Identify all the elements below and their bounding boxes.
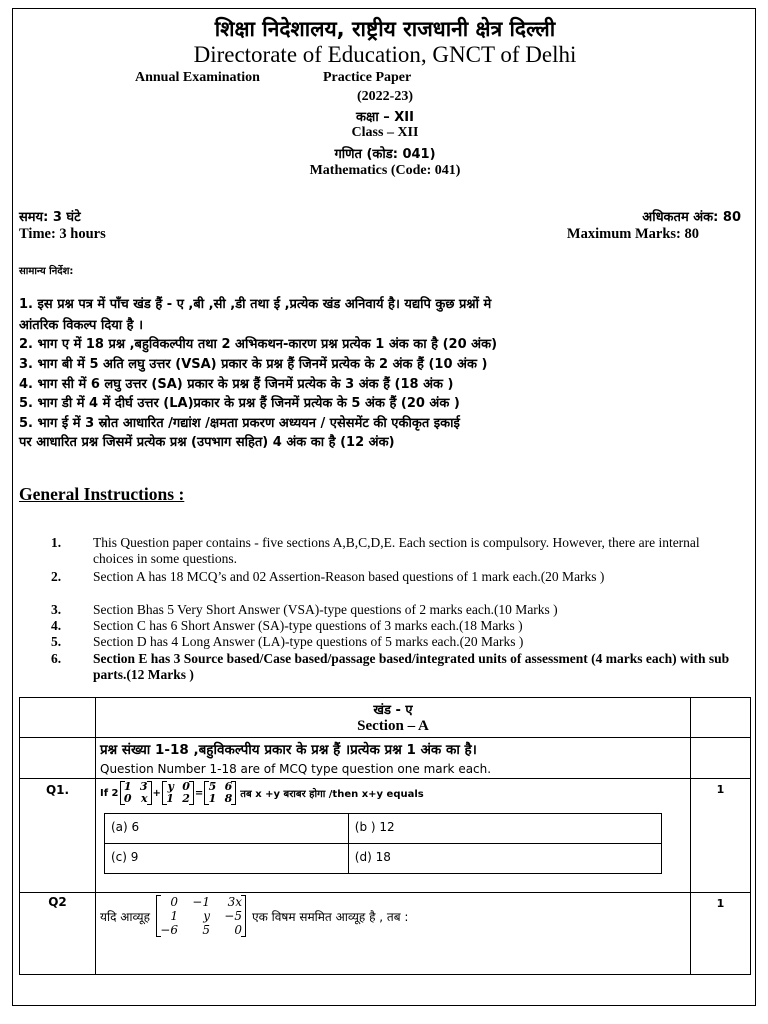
exam-type: Annual Examination [135,70,260,85]
option-a[interactable]: (a) 6 [105,814,349,844]
plus-sign: + [152,787,161,799]
section-a-table [19,697,751,975]
section-intro-hindi: प्रश्न संख्या 1-18 ,बहुविकल्पीय प्रकार के प्रश्न हैं ।प्रत्येक प्रश्न 1 अंक का है। [100,742,477,758]
instruction-number: 4. [51,618,62,633]
q1-prefix: If 2 [100,787,119,799]
hindi-instruction-line: आंतरिक विकल्प दिया है । [19,318,144,333]
instruction-text: Section D has 4 Long Answer (LA)-type questions of 5 marks each.(20 Marks ) [93,634,524,649]
instruction-text: Section A has 18 MCQ’s and 02 Assertion-Reason based questions of 1 mark each.(20 Marks ) [93,569,605,584]
hindi-instruction-line: 4. भाग सी में 6 लघु उत्तर (SA) प्रकार के प्रश्न हैं जिनमें प्रत्येक के 3 अंक हैं (18 अंक ) [19,377,454,392]
q1-suffix: तब x +y बराबर होगा /then x+y equals [240,789,424,800]
question-row [20,779,751,893]
exam-page [12,8,756,1006]
q1-matrix-a: 1 3 0 x [120,781,152,805]
section-heading-hindi: खंड - ए [373,703,413,718]
option-c[interactable]: (c) 9 [105,844,349,874]
question-label: Q2 [20,893,96,975]
max-marks-english: Maximum Marks: 80 [566,226,699,242]
q1-matrix-b: y 0 1 2 [162,781,194,805]
question-2-text [100,895,686,937]
option-b[interactable]: (b ) 12 [348,814,661,844]
instruction-number: 1. [51,535,62,550]
hindi-instruction-line: 5. भाग डी में 4 में दीर्घ उत्तर (LA)प्रकार के प्रश्न हैं जिनमें प्रत्येक के 5 अंक हैं (20 अंक ) [19,396,460,411]
hindi-instruction-line: 1. इस प्रश्न पत्र में पाँच खंड हैं - ए ,बी ,सी ,डी तथा ई ,प्रत्येक खंड अनिवार्य है। यद्यपि कुछ प्रश्नों मे [19,297,492,312]
question-1-text [100,781,686,805]
instruction-text: Section C has 6 Short Answer (SA)-type questions of 3 marks each.(18 Marks ) [93,618,523,633]
section-intro-english: Question Number 1-18 are of MCQ type question one mark each. [100,762,492,776]
q2-prefix: यदि आव्यूह [100,909,150,924]
time-hindi: समय: 3 घंटे [19,210,81,225]
instruction-text: This Question paper contains - five sections A,B,C,D,E. Each section is compulsory. However, there are internal choices in some questions. [93,535,700,566]
hindi-instruction-line: 5. भाग ई में 3 स्रोत आधारित /गद्यांश /क्षमता प्रकरण अध्ययन / एसेसमेंट की एकीकृत इकाई [19,416,460,431]
instruction-number: 2. [51,569,62,584]
class-hindi: कक्षा – XII [356,110,414,125]
question-marks: 1 [691,779,751,893]
hindi-title: शिक्षा निदेशालय, राष्ट्रीय राजधानी क्षेत्र दिल्ली [214,17,556,41]
section-heading-english: Section – A [357,718,429,734]
subject-hindi: गणित (कोड: 041) [334,147,436,162]
time-english: Time: 3 hours [19,226,106,242]
english-title: Directorate of Education, GNCT of Delhi [193,42,577,67]
hindi-instructions-heading: सामान्य निर्देश: [19,266,74,277]
question-label: Q1. [20,779,96,893]
question-row [20,893,751,975]
q1-options [104,813,662,874]
subject-english: Mathematics (Code: 041) [309,163,461,178]
max-marks-hindi: अधिकतम अंक: 80 [642,210,741,225]
instruction-number: 5. [51,634,62,649]
q2-suffix: एक विषम सममित आव्यूह है , तब : [251,909,409,924]
instruction-text: Section Bhas 5 Very Short Answer (VSA)-type questions of 2 marks each.(10 Marks ) [93,602,558,617]
hindi-instruction-line: 2. भाग ए में 18 प्रश्न ,बहुविकल्पीय तथा 2 अभिकथन-कारण प्रश्न प्रत्येक 1 अंक का है (20 अंक) [19,337,498,352]
equals-sign: = [194,787,204,799]
hindi-instruction-line: पर आधारित प्रश्न जिसमें प्रत्येक प्रश्न (उपभाग सहित) 4 अंक का है (12 अंक) [19,435,395,450]
session: (2022-23) [357,89,413,104]
q1-matrix-c: 5 6 1 8 [204,781,236,805]
instruction-number: 6. [51,651,62,666]
class-english: Class – XII [351,125,419,140]
general-instructions-heading: General Instructions : [19,484,185,504]
instruction-number: 3. [51,602,62,617]
hindi-instruction-line: 3. भाग बी में 5 अति लघु उत्तर (VSA) प्रकार के प्रश्न हैं जिनमें प्रत्येक के 2 अंक हैं (10 अंक ) [19,357,488,372]
q2-matrix: 0 −1 3x 1 y −5 −6 5 0 [156,895,246,937]
instruction-text: Section E has 3 Source based/Case based/passage based/integrated units of assessment (4 marks each) with sub parts.(12 Marks ) [93,651,730,682]
paper-type: Practice Paper [323,70,412,85]
option-d[interactable]: (d) 18 [348,844,661,874]
question-marks: 1 [691,893,751,975]
